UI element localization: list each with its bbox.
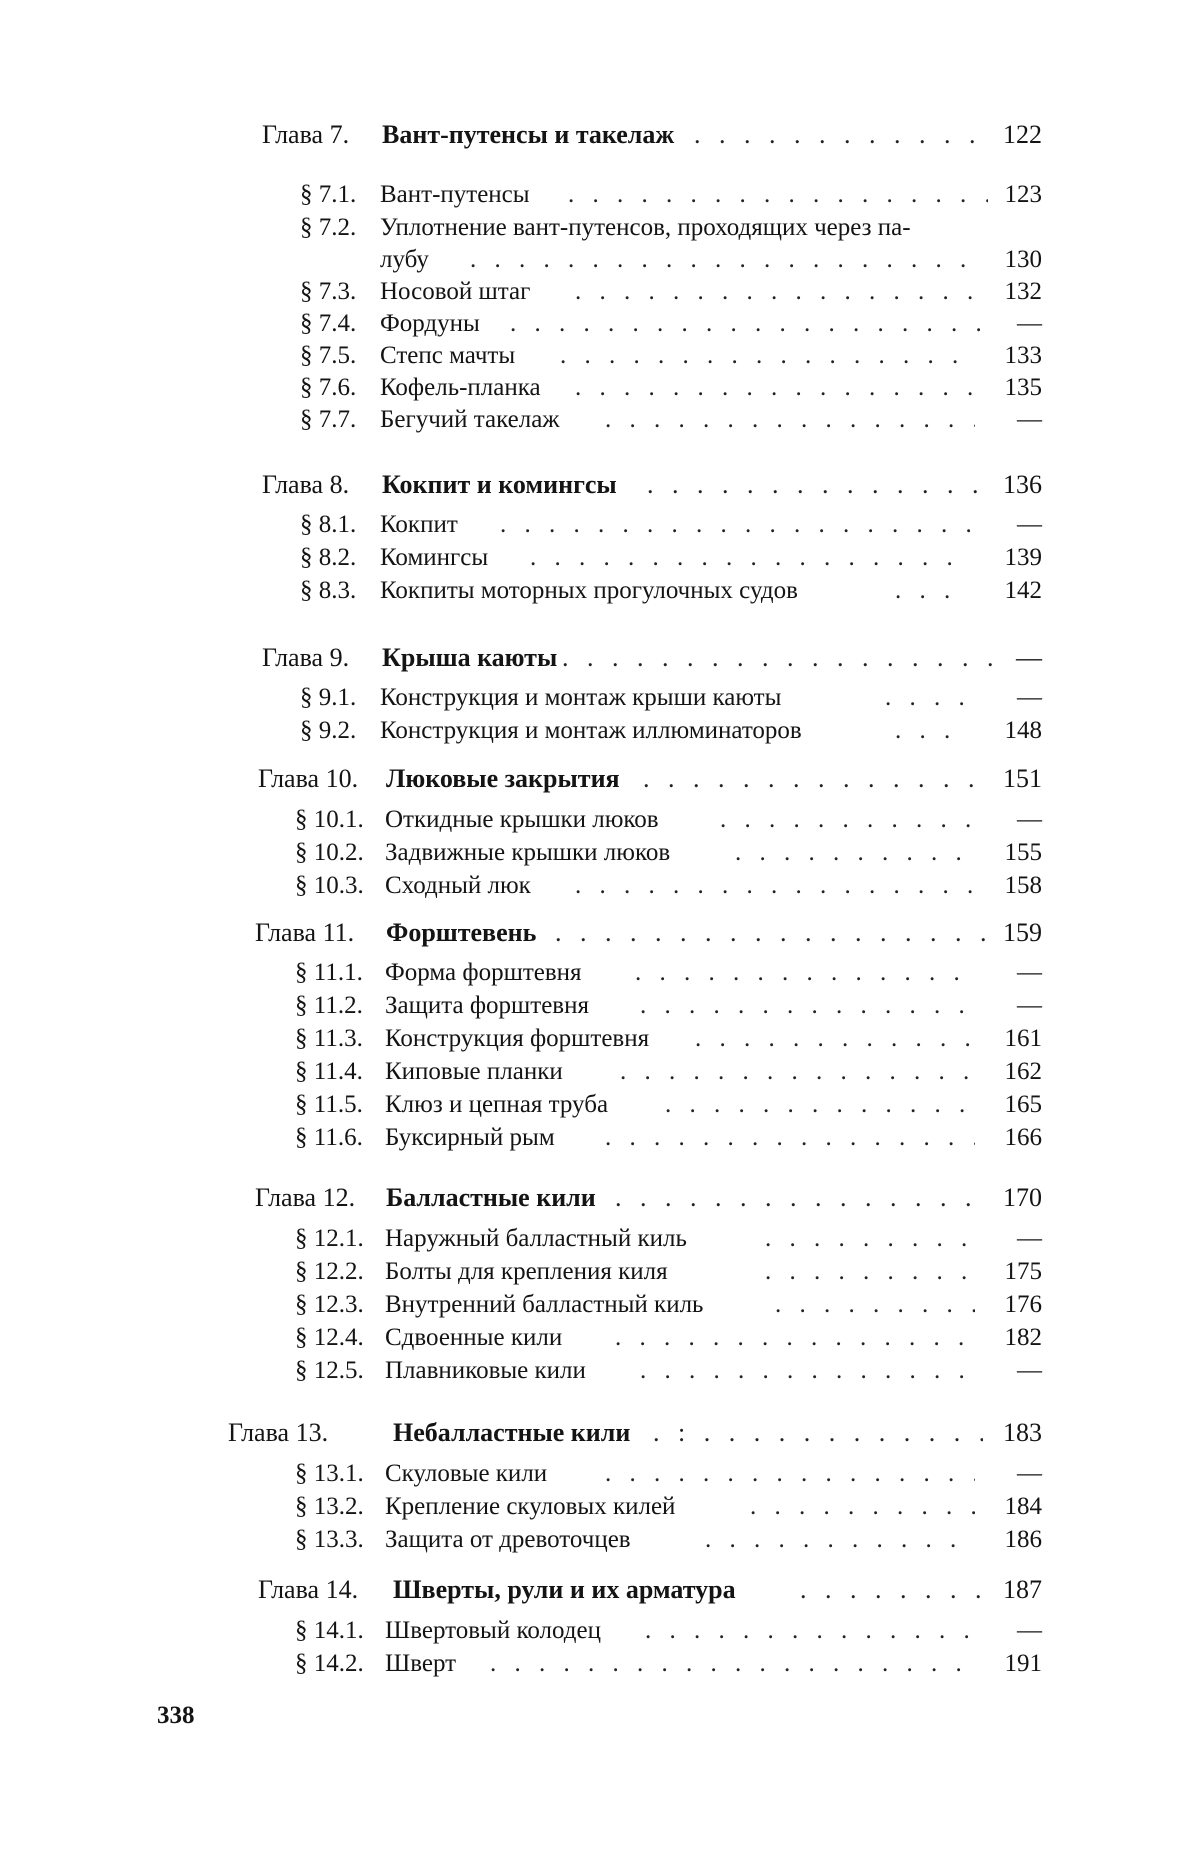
chapter-title: Вант-путенсы и такелаж <box>382 120 674 150</box>
section-continuation <box>300 245 1042 275</box>
section-entry <box>295 1290 1042 1320</box>
leader-dots: . . . . . . . . . . . . . . . . <box>575 277 975 307</box>
leader-dots: . . . . . . . . . . . <box>705 1525 975 1555</box>
section-title: Швертовый колодец <box>385 1616 601 1646</box>
section-title: Степс мачты <box>380 341 515 371</box>
section-title-continuation: лубу <box>380 245 429 275</box>
leader-dots: . . . . . . . . . . . . . . . <box>615 1183 985 1213</box>
section-entry <box>300 716 1042 746</box>
leader-dots: . . . . . . . . . . . . . . . . . . . . <box>490 1649 975 1679</box>
section-number: § 8.1. <box>300 510 356 540</box>
section-title: Бегучий такелаж <box>380 405 560 435</box>
section-title: Скуловые кили <box>385 1459 547 1489</box>
section-entry <box>300 373 1042 403</box>
section-number: § 7.6. <box>300 373 356 403</box>
chapter-entry <box>262 470 1042 500</box>
section-page: 132 <box>972 277 1042 307</box>
section-title: Откидные крышки люков <box>385 805 659 835</box>
chapter-label: Глава 13. <box>228 1418 328 1448</box>
leader-dots: . . . . . . . . . . . . <box>694 120 994 150</box>
section-title: Кокпит <box>380 510 458 540</box>
section-number: § 11.2. <box>295 991 363 1021</box>
section-title: Наружный балластный киль <box>385 1224 687 1254</box>
chapter-page: 159 <box>982 918 1042 948</box>
section-number: § 8.3. <box>300 576 356 606</box>
leader-dots: . : . . . . . . . . . . . <box>653 1418 983 1448</box>
chapter-title: Кокпит и комингсы <box>382 470 617 500</box>
leader-dots: . . . . . . . . . . . . . . . <box>620 1057 975 1087</box>
section-entry <box>295 1459 1042 1489</box>
section-page: — <box>972 958 1042 988</box>
chapter-label: Глава 11. <box>255 918 354 948</box>
section-number: § 11.4. <box>295 1057 363 1087</box>
section-entry <box>295 1057 1042 1087</box>
section-title: Форма форштевня <box>385 958 582 988</box>
section-entry <box>295 1090 1042 1120</box>
leader-dots: . . . . . . . . . . <box>765 1224 975 1254</box>
section-entry <box>300 510 1042 540</box>
section-title: Кокпиты моторных прогулочных судов <box>380 576 798 606</box>
section-entry <box>295 1649 1042 1679</box>
section-page: 166 <box>972 1123 1042 1153</box>
leader-dots: . . . . . . . . . . . . . . <box>643 764 988 794</box>
section-page: — <box>972 405 1042 435</box>
chapter-label: Глава 8. <box>262 470 349 500</box>
section-page: — <box>972 309 1042 339</box>
section-number: § 8.2. <box>300 543 356 573</box>
chapter-page: 170 <box>982 1183 1042 1213</box>
section-entry <box>295 1024 1042 1054</box>
page-number: 338 <box>157 1702 195 1730</box>
section-number: § 11.5. <box>295 1090 363 1120</box>
chapter-page: — <box>982 643 1042 673</box>
section-title: Комингсы <box>380 543 488 573</box>
section-number: § 9.1. <box>300 683 356 713</box>
leader-dots: . . . <box>895 576 975 606</box>
section-number: § 10.3. <box>295 871 364 901</box>
section-number: § 9.2. <box>300 716 356 746</box>
section-title: Плавниковые кили <box>385 1356 586 1386</box>
section-page: 161 <box>972 1024 1042 1054</box>
leader-dots: . . . . . . . . . . . . . . . <box>605 405 975 435</box>
section-title: Внутренний балластный киль <box>385 1290 703 1320</box>
leader-dots: . . . . . . . . . . . . . . . . . . . <box>510 309 980 339</box>
section-page: — <box>972 805 1042 835</box>
chapter-entry <box>258 764 1042 794</box>
chapter-entry <box>262 643 1042 673</box>
section-page: — <box>972 991 1042 1021</box>
leader-dots: . . . . . . . . . . . . . . . . . <box>562 643 997 673</box>
chapter-title: Небалластные кили <box>393 1418 630 1448</box>
section-number: § 7.2. <box>300 213 356 243</box>
leader-dots: . . . . . . . . . . <box>720 805 975 835</box>
leader-dots: . . . . . . . . . . . . . . . . <box>575 373 975 403</box>
leader-dots: . . . . . . . . . . . . . . . . <box>575 871 975 901</box>
section-title: Болты для крепления киля <box>385 1257 668 1287</box>
chapter-title: Шверты, рули и их арматура <box>393 1575 736 1605</box>
chapter-page: 122 <box>982 120 1042 150</box>
section-title: Сходный люк <box>385 871 531 901</box>
chapter-title: Крыша каюты <box>382 643 557 673</box>
section-entry <box>300 309 1042 339</box>
section-entry <box>295 1123 1042 1153</box>
chapter-title: Балластные кили <box>386 1183 596 1213</box>
section-title: Защита форштевня <box>385 991 589 1021</box>
section-number: § 7.4. <box>300 309 356 339</box>
section-page: 139 <box>972 543 1042 573</box>
section-title: Кофель-планка <box>380 373 541 403</box>
section-number: § 12.5. <box>295 1356 364 1386</box>
chapter-entry <box>258 1575 1042 1605</box>
leader-dots: . . . . . . . . . . . . . . . . . <box>560 341 970 371</box>
toc-page <box>0 0 1200 1873</box>
section-page: 182 <box>972 1323 1042 1353</box>
leader-dots: . . . . . . . . . . . . . <box>665 1090 975 1120</box>
chapter-title: Люковые закрытия <box>386 764 620 794</box>
section-entry <box>300 341 1042 371</box>
chapter-entry <box>255 918 1042 948</box>
section-entry <box>295 958 1042 988</box>
section-number: § 14.2. <box>295 1649 364 1679</box>
section-entry <box>295 1525 1042 1555</box>
section-entry <box>300 213 1042 243</box>
section-number: § 12.4. <box>295 1323 364 1353</box>
section-page: 135 <box>972 373 1042 403</box>
leader-dots: . . . . . . . . <box>800 1575 988 1605</box>
chapter-label: Глава 9. <box>262 643 349 673</box>
section-page: 176 <box>972 1290 1042 1320</box>
chapter-entry <box>228 1418 1042 1448</box>
section-page: — <box>972 683 1042 713</box>
section-page: — <box>972 1616 1042 1646</box>
section-entry <box>300 683 1042 713</box>
leader-dots: . . . . . . . . . . . . . . . . . . . . <box>500 510 980 540</box>
section-number: § 13.1. <box>295 1459 364 1489</box>
section-page: 165 <box>972 1090 1042 1120</box>
section-number: § 7.3. <box>300 277 356 307</box>
leader-dots: . . . . . . . . . . . . . . . . . <box>555 918 985 948</box>
leader-dots: . . . . <box>885 683 975 713</box>
section-page: 155 <box>972 838 1042 868</box>
section-page: — <box>972 510 1042 540</box>
section-number: § 11.6. <box>295 1123 363 1153</box>
section-page: 162 <box>972 1057 1042 1087</box>
chapter-label: Глава 14. <box>258 1575 358 1605</box>
chapter-title: Форштевень <box>386 918 536 948</box>
chapter-page: 151 <box>982 764 1042 794</box>
chapter-label: Глава 7. <box>262 120 349 150</box>
section-page: — <box>972 1356 1042 1386</box>
section-number: § 7.7. <box>300 405 356 435</box>
leader-dots: . . . . . . . . . . . . . . <box>640 991 975 1021</box>
section-number: § 14.1. <box>295 1616 364 1646</box>
section-number: § 13.3. <box>295 1525 364 1555</box>
section-title: Вант-путенсы <box>380 180 530 210</box>
section-title: Конструкция форштевня <box>385 1024 649 1054</box>
leader-dots: . . . . . . . . . . <box>765 1257 975 1287</box>
section-entry <box>300 576 1042 606</box>
section-number: § 12.2. <box>295 1257 364 1287</box>
chapter-entry <box>262 120 1042 150</box>
section-title: Носовой штаг <box>380 277 530 307</box>
section-page: 184 <box>972 1492 1042 1522</box>
section-entry <box>295 1492 1042 1522</box>
leader-dots: . . . . . . . . . . . . . . <box>635 958 975 988</box>
leader-dots: . . . . . . . . . . . . . . . . . . <box>530 543 970 573</box>
chapter-page: 187 <box>982 1575 1042 1605</box>
section-entry <box>295 1616 1042 1646</box>
section-number: § 7.5. <box>300 341 356 371</box>
section-number: § 7.1. <box>300 180 356 210</box>
leader-dots: . . . . . . . . . . <box>735 838 975 868</box>
section-entry <box>295 838 1042 868</box>
chapter-entry <box>255 1183 1042 1213</box>
chapter-label: Глава 12. <box>255 1183 355 1213</box>
leader-dots: . . . . . . . . . . . . . . . . . <box>568 180 988 210</box>
section-title: Защита от древоточцев <box>385 1525 631 1555</box>
leader-dots: . . . . . . . . . . . . . . <box>645 1616 975 1646</box>
section-title: Крепление скуловых килей <box>385 1492 675 1522</box>
section-page: 175 <box>972 1257 1042 1287</box>
section-entry <box>295 1257 1042 1287</box>
section-entry <box>300 277 1042 307</box>
chapter-page: 183 <box>982 1418 1042 1448</box>
leader-dots: . . . . . . . . . . . . . . . . . . . . <box>470 245 970 275</box>
section-title: Шверт <box>385 1649 456 1679</box>
section-page: 142 <box>972 576 1042 606</box>
section-page: — <box>972 1224 1042 1254</box>
section-number: § 13.2. <box>295 1492 364 1522</box>
leader-dots: . . . . . . . . . . . <box>695 1024 975 1054</box>
section-page: 186 <box>972 1525 1042 1555</box>
leader-dots: . . . . . . . . . <box>750 1492 975 1522</box>
section-title: Буксирный рым <box>385 1123 555 1153</box>
section-entry <box>295 1323 1042 1353</box>
leader-dots: . . . . . . . . . . . . . . . <box>615 1323 975 1353</box>
section-title: Конструкция и монтаж иллюминаторов <box>380 716 802 746</box>
section-entry <box>295 991 1042 1021</box>
section-number: § 10.2. <box>295 838 364 868</box>
section-entry <box>295 1356 1042 1386</box>
leader-dots: . . . . . . . . . . . . . . <box>640 1356 975 1386</box>
section-number: § 11.1. <box>295 958 363 988</box>
leader-dots: . . . <box>895 716 975 746</box>
chapter-label: Глава 10. <box>258 764 358 794</box>
section-page: 133 <box>972 341 1042 371</box>
section-title: Фордуны <box>380 309 480 339</box>
section-title: Задвижные крышки люков <box>385 838 670 868</box>
section-number: § 12.3. <box>295 1290 364 1320</box>
leader-dots: . . . . . . . . . . . . . . . <box>605 1459 975 1489</box>
section-page: 130 <box>972 245 1042 275</box>
section-page: 158 <box>972 871 1042 901</box>
chapter-page: 136 <box>982 470 1042 500</box>
section-title: Клюз и цепная труба <box>385 1090 608 1120</box>
section-page: 148 <box>972 716 1042 746</box>
section-title: Сдвоенные кили <box>385 1323 562 1353</box>
section-number: § 11.3. <box>295 1024 363 1054</box>
section-page: 123 <box>972 180 1042 210</box>
section-page: — <box>972 1459 1042 1489</box>
section-title: Киповые планки <box>385 1057 563 1087</box>
leader-dots: . . . . . . . . . . . . . . <box>647 470 997 500</box>
section-title: Уплотнение вант-путенсов, проходящих через па- <box>380 213 911 243</box>
section-entry <box>300 543 1042 573</box>
section-number: § 10.1. <box>295 805 364 835</box>
section-entry <box>295 871 1042 901</box>
leader-dots: . . . . . . . . . . . . . . . <box>605 1123 975 1153</box>
section-entry <box>300 405 1042 435</box>
section-page: 191 <box>972 1649 1042 1679</box>
leader-dots: . . . . . . . . <box>775 1290 975 1320</box>
section-entry <box>295 1224 1042 1254</box>
section-entry <box>300 180 1042 210</box>
section-entry <box>295 805 1042 835</box>
section-title: Конструкция и монтаж крыши каюты <box>380 683 781 713</box>
section-number: § 12.1. <box>295 1224 364 1254</box>
